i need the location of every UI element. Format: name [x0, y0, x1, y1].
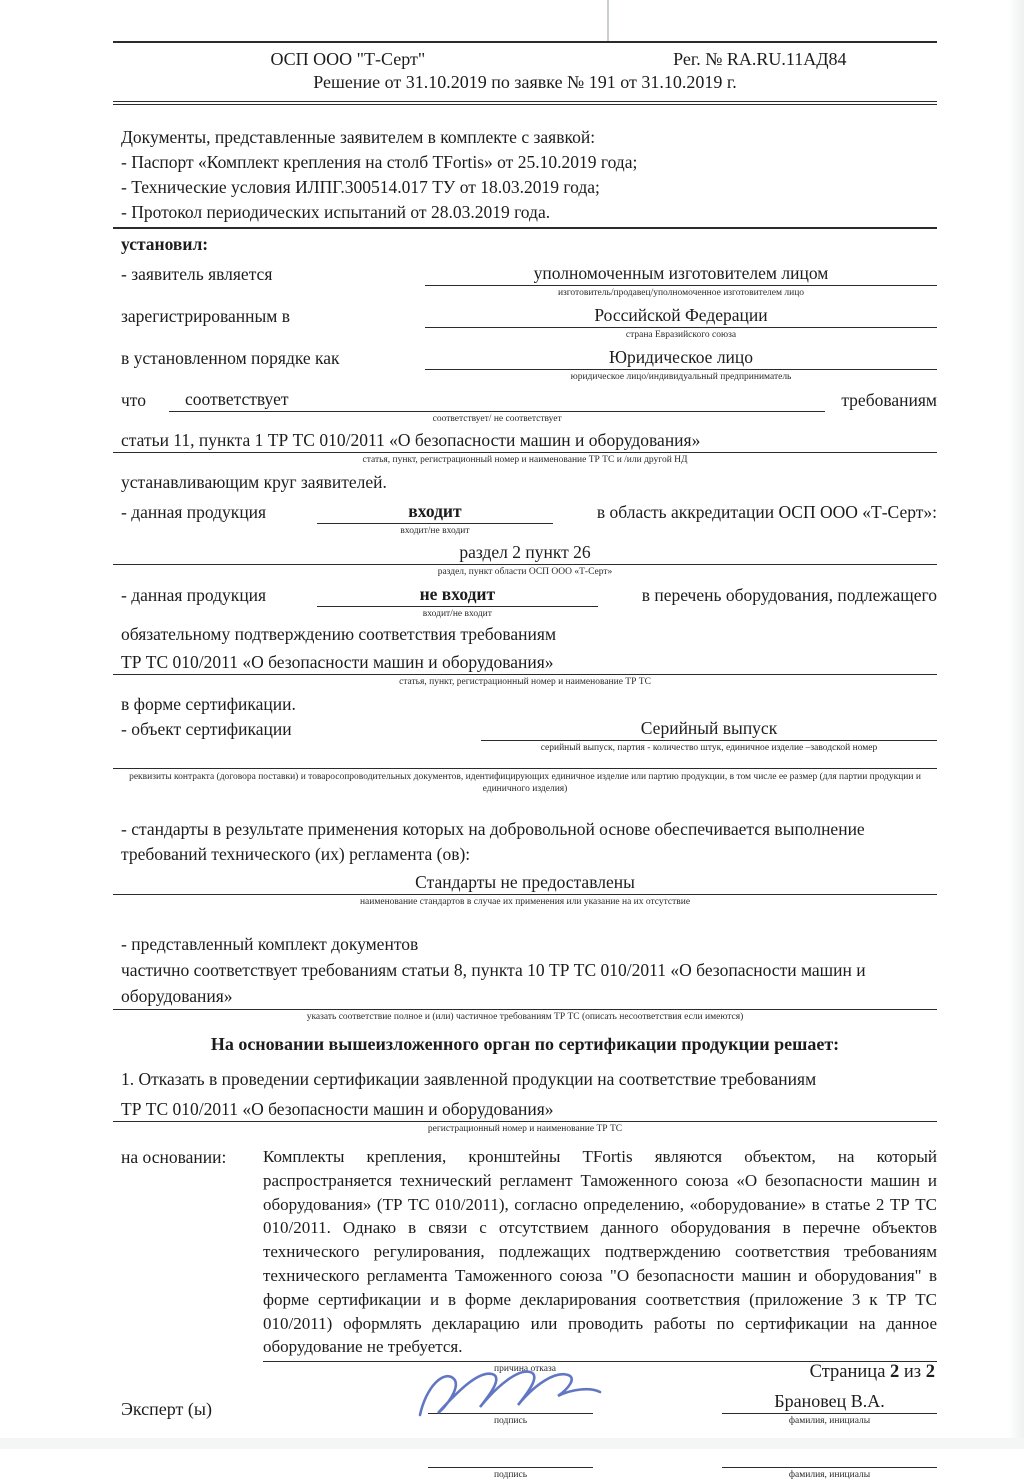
signature-caption: подпись	[493, 1470, 528, 1481]
field-caption: юридическое лицо/индивидуальный предприниматель	[570, 372, 792, 382]
circle-line: устанавливающим круг заявителей.	[121, 472, 387, 492]
decision-item: 1. Отказать в проведении сертификации заявленной продукции на соответствие требованиям	[121, 1069, 817, 1089]
field-caption: входит/не входит	[422, 609, 492, 619]
field-value: Юридическое лицо	[425, 346, 937, 370]
footer-page-number: 2	[890, 1362, 900, 1382]
field-caption: страна Евразийского союза	[625, 330, 737, 340]
contract-caption: реквизиты контракта (договора поставки) и товаросопроводительных документов, идентифицирующих единичное изделие или партию продукции, в том числе ее размер (для партии продукции и единичного изделия)	[129, 772, 921, 794]
footer-word: из	[903, 1362, 922, 1382]
basis-row	[113, 1145, 937, 1362]
standards-value: Стандарты не предоставлены	[113, 870, 937, 895]
field-row-product-not-in	[113, 583, 937, 620]
field-suffix: в область аккредитации ОСП ООО «Т-Серт»:	[596, 502, 937, 522]
field-row-object	[113, 717, 937, 754]
field-value: входит	[317, 500, 553, 524]
scan-edge-right	[1008, 0, 1024, 1449]
decision-tr-line: ТР ТС 010/2011 «О безопасности машин и оборудования»	[113, 1097, 937, 1122]
field-value: уполномоченным изготовителем лицом	[425, 262, 937, 286]
article-line: статьи 11, пункта 1 ТР ТС 010/2011 «О безопасности машин и оборудования»	[113, 428, 937, 453]
document-item: - Паспорт «Комплект крепления на столб TFortis» от 25.10.2019 года;	[121, 152, 638, 172]
footer-word: Страница	[809, 1362, 886, 1382]
docset-value: частично соответствует требованиям статьи 8, пункта 10 ТР ТС 010/2011 «О безопасности машин и оборудования»	[113, 957, 937, 1010]
standards-caption: наименование стандартов в случае их применения или указание на их отсутствие	[359, 897, 691, 907]
field-value: не входит	[317, 583, 598, 607]
field-caption: изготовитель/продавец/уполномоченное изготовителем лицо	[557, 288, 805, 298]
field-label: в установленном порядке как	[121, 348, 340, 368]
document-item: - Технические условия ИЛПГ.300514.017 ТУ от 18.03.2019 года;	[121, 177, 600, 197]
header-row-1	[113, 48, 937, 71]
document-content	[113, 41, 937, 1481]
documents-section	[113, 125, 937, 229]
basis-caption: причина отказа	[494, 1364, 556, 1375]
signature-caption: подпись	[493, 1416, 528, 1427]
signature-line	[428, 1443, 593, 1468]
name-column	[722, 1389, 937, 1427]
basis-text: Комплекты крепления, кронштейны TFortis являются объектом, на который распространяется технический регламент Таможенного союза «О безопасности машин и оборудования» (ТР ТС 010/2011), согласно определению, «оборудование» в статье 2 ТР ТС 010/2011. Однако в связи с отсутствием данного оборудования в перечне объектов технического регулирования, подлежащих подтверждению соответствия требованиям технического регламента Таможенного союза "О безопасности машин и оборудования" в форме сертификации и в форме декларирования соответствия (приложение 3 к ТР ТС 010/2011) оформлять декларацию или проводить работы по сертификации на данное оборудование не требуется.	[263, 1145, 937, 1362]
registration-number: Рег. № RA.RU.11АД84	[673, 49, 847, 69]
field-label: зарегистрированным в	[121, 306, 290, 326]
field-value: соответствует	[169, 388, 825, 412]
field-row-product-in	[113, 500, 937, 537]
document-item: - Протокол периодических испытаний от 28.03.2019 года.	[121, 202, 551, 222]
decision-heading: На основании вышеизложенного орган по сертификации продукции решает:	[210, 1034, 840, 1054]
established-heading: установил:	[121, 234, 209, 254]
cert-form-line: в форме сертификации.	[121, 694, 296, 714]
documents-intro: Документы, представленные заявителем в комплекте с заявкой:	[121, 127, 596, 147]
page-footer	[810, 1362, 935, 1383]
decision-tr-caption: регистрационный номер и наименование ТР ТС	[427, 1124, 623, 1134]
field-row-registered	[113, 304, 937, 341]
field-label: - данная продукция	[121, 585, 267, 605]
field-label: - данная продукция	[121, 502, 267, 522]
signature-column	[428, 1389, 593, 1427]
signature-row-2	[113, 1443, 937, 1481]
expert-label: Эксперт (ы)	[121, 1399, 213, 1420]
field-label: что	[121, 390, 146, 410]
field-row-legal-form	[113, 346, 937, 383]
org-name: ОСП ООО "Т-Серт"	[270, 49, 426, 69]
field-value: Серийный выпуск	[481, 717, 937, 741]
standards-intro: - стандарты в результате применения которых на добровольной основе обеспечивается выполнение требований технического (их) регламента (ов):	[121, 819, 865, 864]
field-caption: серийный выпуск, партия - количество штук, единичное изделие –заводской номер	[540, 743, 878, 753]
tr-line: ТР ТС 010/2011 «О безопасности машин и оборудования»	[113, 650, 937, 675]
name-line	[722, 1443, 937, 1468]
document-header	[113, 41, 937, 105]
expert-name: Брановец В.А.	[722, 1389, 937, 1414]
basis-label: на основании:	[121, 1147, 227, 1167]
signature-scribble	[414, 1363, 614, 1419]
field-row-applicant	[113, 262, 937, 299]
field-caption: входит/не входит	[400, 526, 470, 536]
field-suffix: требованиям	[841, 390, 937, 410]
article-caption: статья, пункт, регистрационный номер и наименование ТР ТС и /или другой НД	[362, 455, 688, 465]
footer-total-pages: 2	[925, 1362, 935, 1382]
tr-line-caption: статья, пункт, регистрационный номер и наименование ТР ТС	[399, 677, 651, 687]
field-label: - объект сертификации	[121, 719, 292, 739]
scan-artifact-line	[607, 0, 609, 42]
name-caption: фамилия, инициалы	[788, 1416, 871, 1427]
field-suffix: в перечень оборудования, подлежащего	[641, 585, 937, 605]
field-value: Российской Федерации	[425, 304, 937, 328]
section-line: раздел 2 пункт 26	[113, 540, 937, 565]
field-label: - заявитель является	[121, 264, 273, 284]
mandatory-line: обязательному подтверждению соответствия требованиям	[121, 624, 557, 644]
decision-line: Решение от 31.10.2019 по заявке № 191 от 31.10.2019 г.	[313, 72, 737, 92]
name-caption: фамилия, инициалы	[788, 1470, 871, 1481]
expert-label-spacer	[121, 1443, 428, 1481]
docset-intro: - представленный комплект документов	[121, 934, 419, 954]
signature-row-1	[113, 1389, 937, 1427]
field-row-compliance	[113, 388, 937, 425]
docset-caption: указать соответствие полное и (или) частичное требованиям ТР ТС (описать несоответствия если имеются)	[306, 1012, 744, 1022]
field-caption: соответствует/ не соответствует	[432, 414, 562, 424]
section-caption: раздел, пункт области ОСП ООО «Т-Серт»	[437, 567, 613, 577]
